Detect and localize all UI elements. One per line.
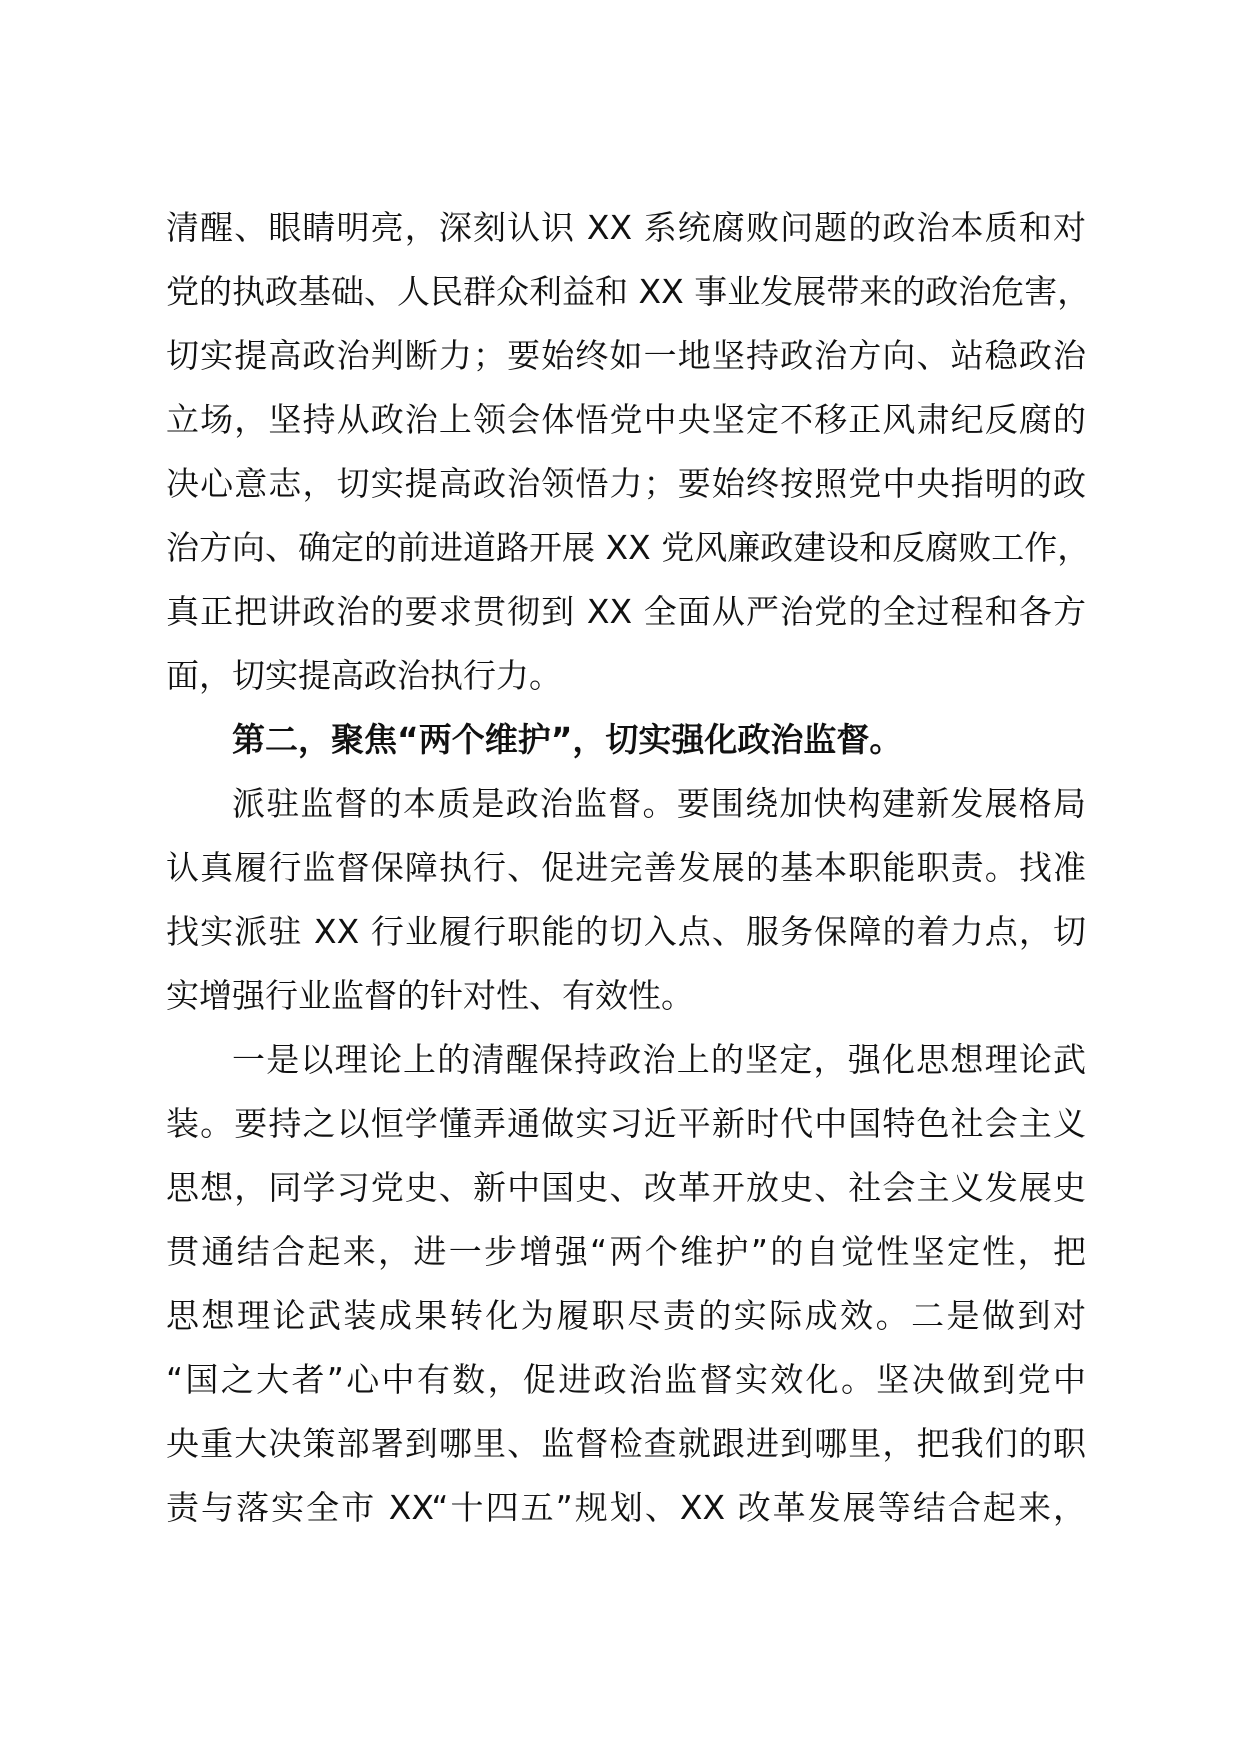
text-line: 党的执政基础、人民群众利益和 XX 事业发展带来的政治危害， [166, 272, 1091, 311]
text-line: 央重大决策部署到哪里、监督检查就跟进到哪里，把我们的职 [166, 1424, 1086, 1463]
text-line: 清醒、眼睛明亮，深刻认识 XX 系统腐败问题的政治本质和对 [166, 208, 1086, 247]
text-line: 面，切实提高政治执行力。 [166, 656, 562, 695]
text-line: 责与落实全市 XX“十四五”规划、XX 改革发展等结合起来， [166, 1488, 1086, 1527]
section-heading: 第二，聚焦“两个维护”，切实强化政治监督。 [232, 720, 903, 759]
text-line: 思想，同学习党史、新中国史、改革开放史、社会主义发展史 [166, 1168, 1086, 1207]
text-line: 立场，坚持从政治上领会体悟党中央坚定不移正风肃纪反腐的 [166, 400, 1086, 439]
text-line: 决心意志，切实提高政治领悟力；要始终按照党中央指明的政 [166, 464, 1086, 503]
text-line: 装。要持之以恒学懂弄通做实习近平新时代中国特色社会主义 [166, 1104, 1086, 1143]
text-line: 认真履行监督保障执行、促进完善发展的基本职能职责。找准 [166, 848, 1086, 887]
text-line: 治方向、确定的前进道路开展 XX 党风廉政建设和反腐败工作， [166, 528, 1091, 567]
body-text [166, 196, 1091, 1540]
text-line: 真正把讲政治的要求贯彻到 XX 全面从严治党的全过程和各方 [166, 592, 1086, 631]
text-line: 找实派驻 XX 行业履行职能的切入点、服务保障的着力点，切 [166, 912, 1086, 951]
text-line: 思想理论武装成果转化为履职尽责的实际成效。二是做到对 [166, 1296, 1086, 1335]
text-line: 实增强行业监督的针对性、有效性。 [166, 976, 694, 1015]
text-line: 派驻监督的本质是政治监督。要围绕加快构建新发展格局 [232, 784, 1086, 823]
text-line: “国之大者”心中有数，促进政治监督实效化。坚决做到党中 [166, 1360, 1086, 1399]
text-line: 一是以理论上的清醒保持政治上的坚定，强化思想理论武 [232, 1040, 1086, 1079]
text-line: 贯通结合起来，进一步增强“两个维护”的自觉性坚定性，把 [166, 1232, 1086, 1271]
text-line: 切实提高政治判断力；要始终如一地坚持政治方向、站稳政治 [166, 336, 1086, 375]
